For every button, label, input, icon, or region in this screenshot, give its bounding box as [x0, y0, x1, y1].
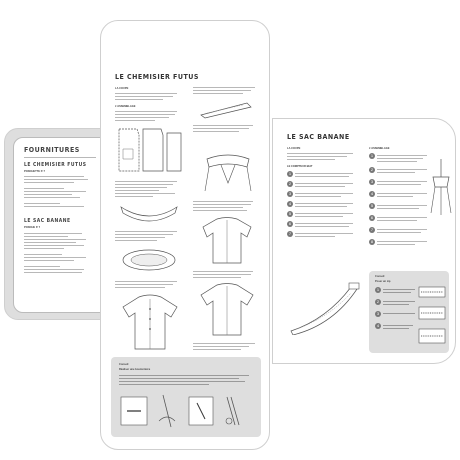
buttonhole-tip-title: Conseil: [119, 363, 129, 366]
shirt-body-sketch: [119, 293, 181, 351]
bag-sec-part2: LE COMPTEUR BIAT: [287, 165, 313, 168]
hook-sketch: [429, 157, 453, 217]
zip-sketch: [417, 285, 447, 349]
pattern-pieces-sketch: [117, 125, 185, 175]
shirt-sec-assembly: L'ASSEMBLAGE: [115, 105, 136, 108]
supplies-item1-title: LE CHEMISIER FUTUS: [24, 162, 87, 168]
buttonhole-tip-box: [111, 357, 261, 437]
supplies-item1-sub: PONCHETTE P. 7: [24, 170, 45, 173]
bag-strap-sketch: [287, 279, 367, 335]
bag-sec-cut: LA COUPE: [287, 147, 301, 150]
bag-title: LE SAC BANANE: [287, 133, 350, 141]
bag-panel: LE SAC BANANE LA COUPE LE COMPTEUR BIAT 1 2 3 4 5 6 7 L'ASSEMBLAGE 1 2 3 4 5 6 7 8 Conseil Poser un zip 1 2 3 4: [272, 118, 456, 364]
supplies-item2-sub: PONCHE P. 7: [24, 226, 41, 229]
shirt-sec-cut: LA COUPE: [115, 87, 129, 90]
collar-round-sketch: [119, 245, 179, 275]
zip-tip-title: Conseil: [375, 275, 385, 278]
zip-tip-box: Conseil Poser un zip 1 2 3 4: [369, 271, 449, 353]
collar-strip-sketch: [199, 99, 253, 119]
supplies-card: [13, 137, 107, 313]
buttonhole-tip-subtitle: Réaliser une boutonnière: [119, 368, 151, 371]
buttonhole-steps-sketch: [119, 391, 255, 431]
collar-sketch: [201, 153, 255, 193]
supplies-title: FOURNITURES: [24, 146, 80, 154]
bag-sec-assembly: L'ASSEMBLAGE: [369, 147, 390, 150]
supplies-item2-title: LE SAC BANANE: [24, 218, 71, 224]
shirt-front-sketch: [201, 217, 253, 265]
zip-tip-subtitle: Poser un zip: [375, 280, 391, 283]
shirt-panel: [100, 20, 270, 450]
curved-band-sketch: [119, 201, 179, 227]
shirt-finished-sketch: [199, 283, 255, 337]
supplies-flap: [4, 128, 108, 320]
shirt-title: LE CHEMISIER FUTUS: [115, 73, 199, 81]
